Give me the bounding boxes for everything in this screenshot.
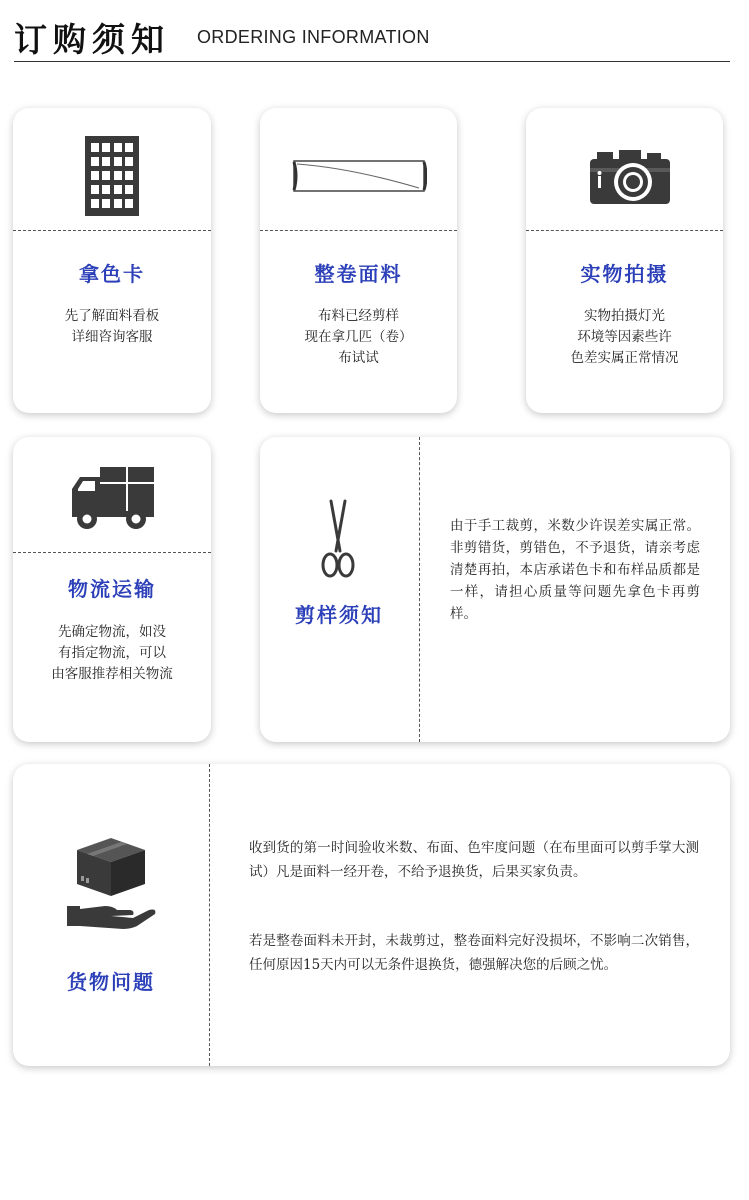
- card-goods: [13, 764, 730, 1066]
- card-title: 物流运输: [68, 577, 156, 601]
- goods-paragraph-2: 若是整卷面料未开封，未裁剪过，整卷面料完好没损坏，不影响二次销售，任何原因15天内可以无条件退换货，德强解决您的后顾之忧。: [249, 933, 699, 973]
- card-logistics: [13, 437, 211, 742]
- card-text: 先确定物流，如没 有指定物流，可以 由客服推荐相关物流: [51, 624, 173, 682]
- card-color-card: [13, 108, 211, 413]
- cutting-notice-text: 由于手工裁剪，米数少许误差实属正常。非剪错货，剪错色，不予退货，请亲考虑清楚再拍，本店承诺色卡和布样品质都是一样，请担心质量等问题先拿色卡再剪样。: [450, 518, 700, 622]
- card-text: 先了解面料看板 详细咨询客服: [64, 308, 160, 345]
- card-title: 整卷面料: [314, 262, 403, 286]
- card-whole-roll: [260, 108, 457, 413]
- card-text: 实物拍摄灯光 环境等因素些许 色差实属正常情况: [570, 308, 679, 366]
- truck-icon: [70, 465, 156, 531]
- camera-icon: [589, 148, 671, 206]
- card-divider: [13, 552, 211, 553]
- page-title: 订购须知: [14, 20, 170, 59]
- card-divider: [13, 230, 211, 231]
- card-divider: [419, 437, 420, 742]
- card-text: 布料已经剪样 现在拿几匹（卷） 布试试: [304, 308, 413, 366]
- package-hand-icon: [65, 834, 159, 934]
- card-title: 拿色卡: [79, 262, 145, 286]
- fabric-roll-icon: [291, 158, 427, 194]
- card-divider: [526, 230, 723, 231]
- page-subtitle: ORDERING INFORMATION: [197, 27, 430, 47]
- card-title: 剪样须知: [295, 603, 383, 627]
- card-title: 实物拍摄: [580, 262, 669, 286]
- scissors-icon: [320, 499, 356, 581]
- card-photo: [526, 108, 723, 413]
- card-title: 货物问题: [67, 970, 155, 994]
- building-icon: [85, 136, 139, 216]
- page-header: [14, 14, 730, 62]
- card-divider: [209, 764, 210, 1066]
- card-divider: [260, 230, 457, 231]
- goods-paragraph-1: 收到货的第一时间验收米数、布面、色牢度问题（在布里面可以剪手掌大测试）凡是面料一经开卷，不给予退换货，后果买家负责。: [249, 840, 699, 880]
- card-cutting: [260, 437, 730, 742]
